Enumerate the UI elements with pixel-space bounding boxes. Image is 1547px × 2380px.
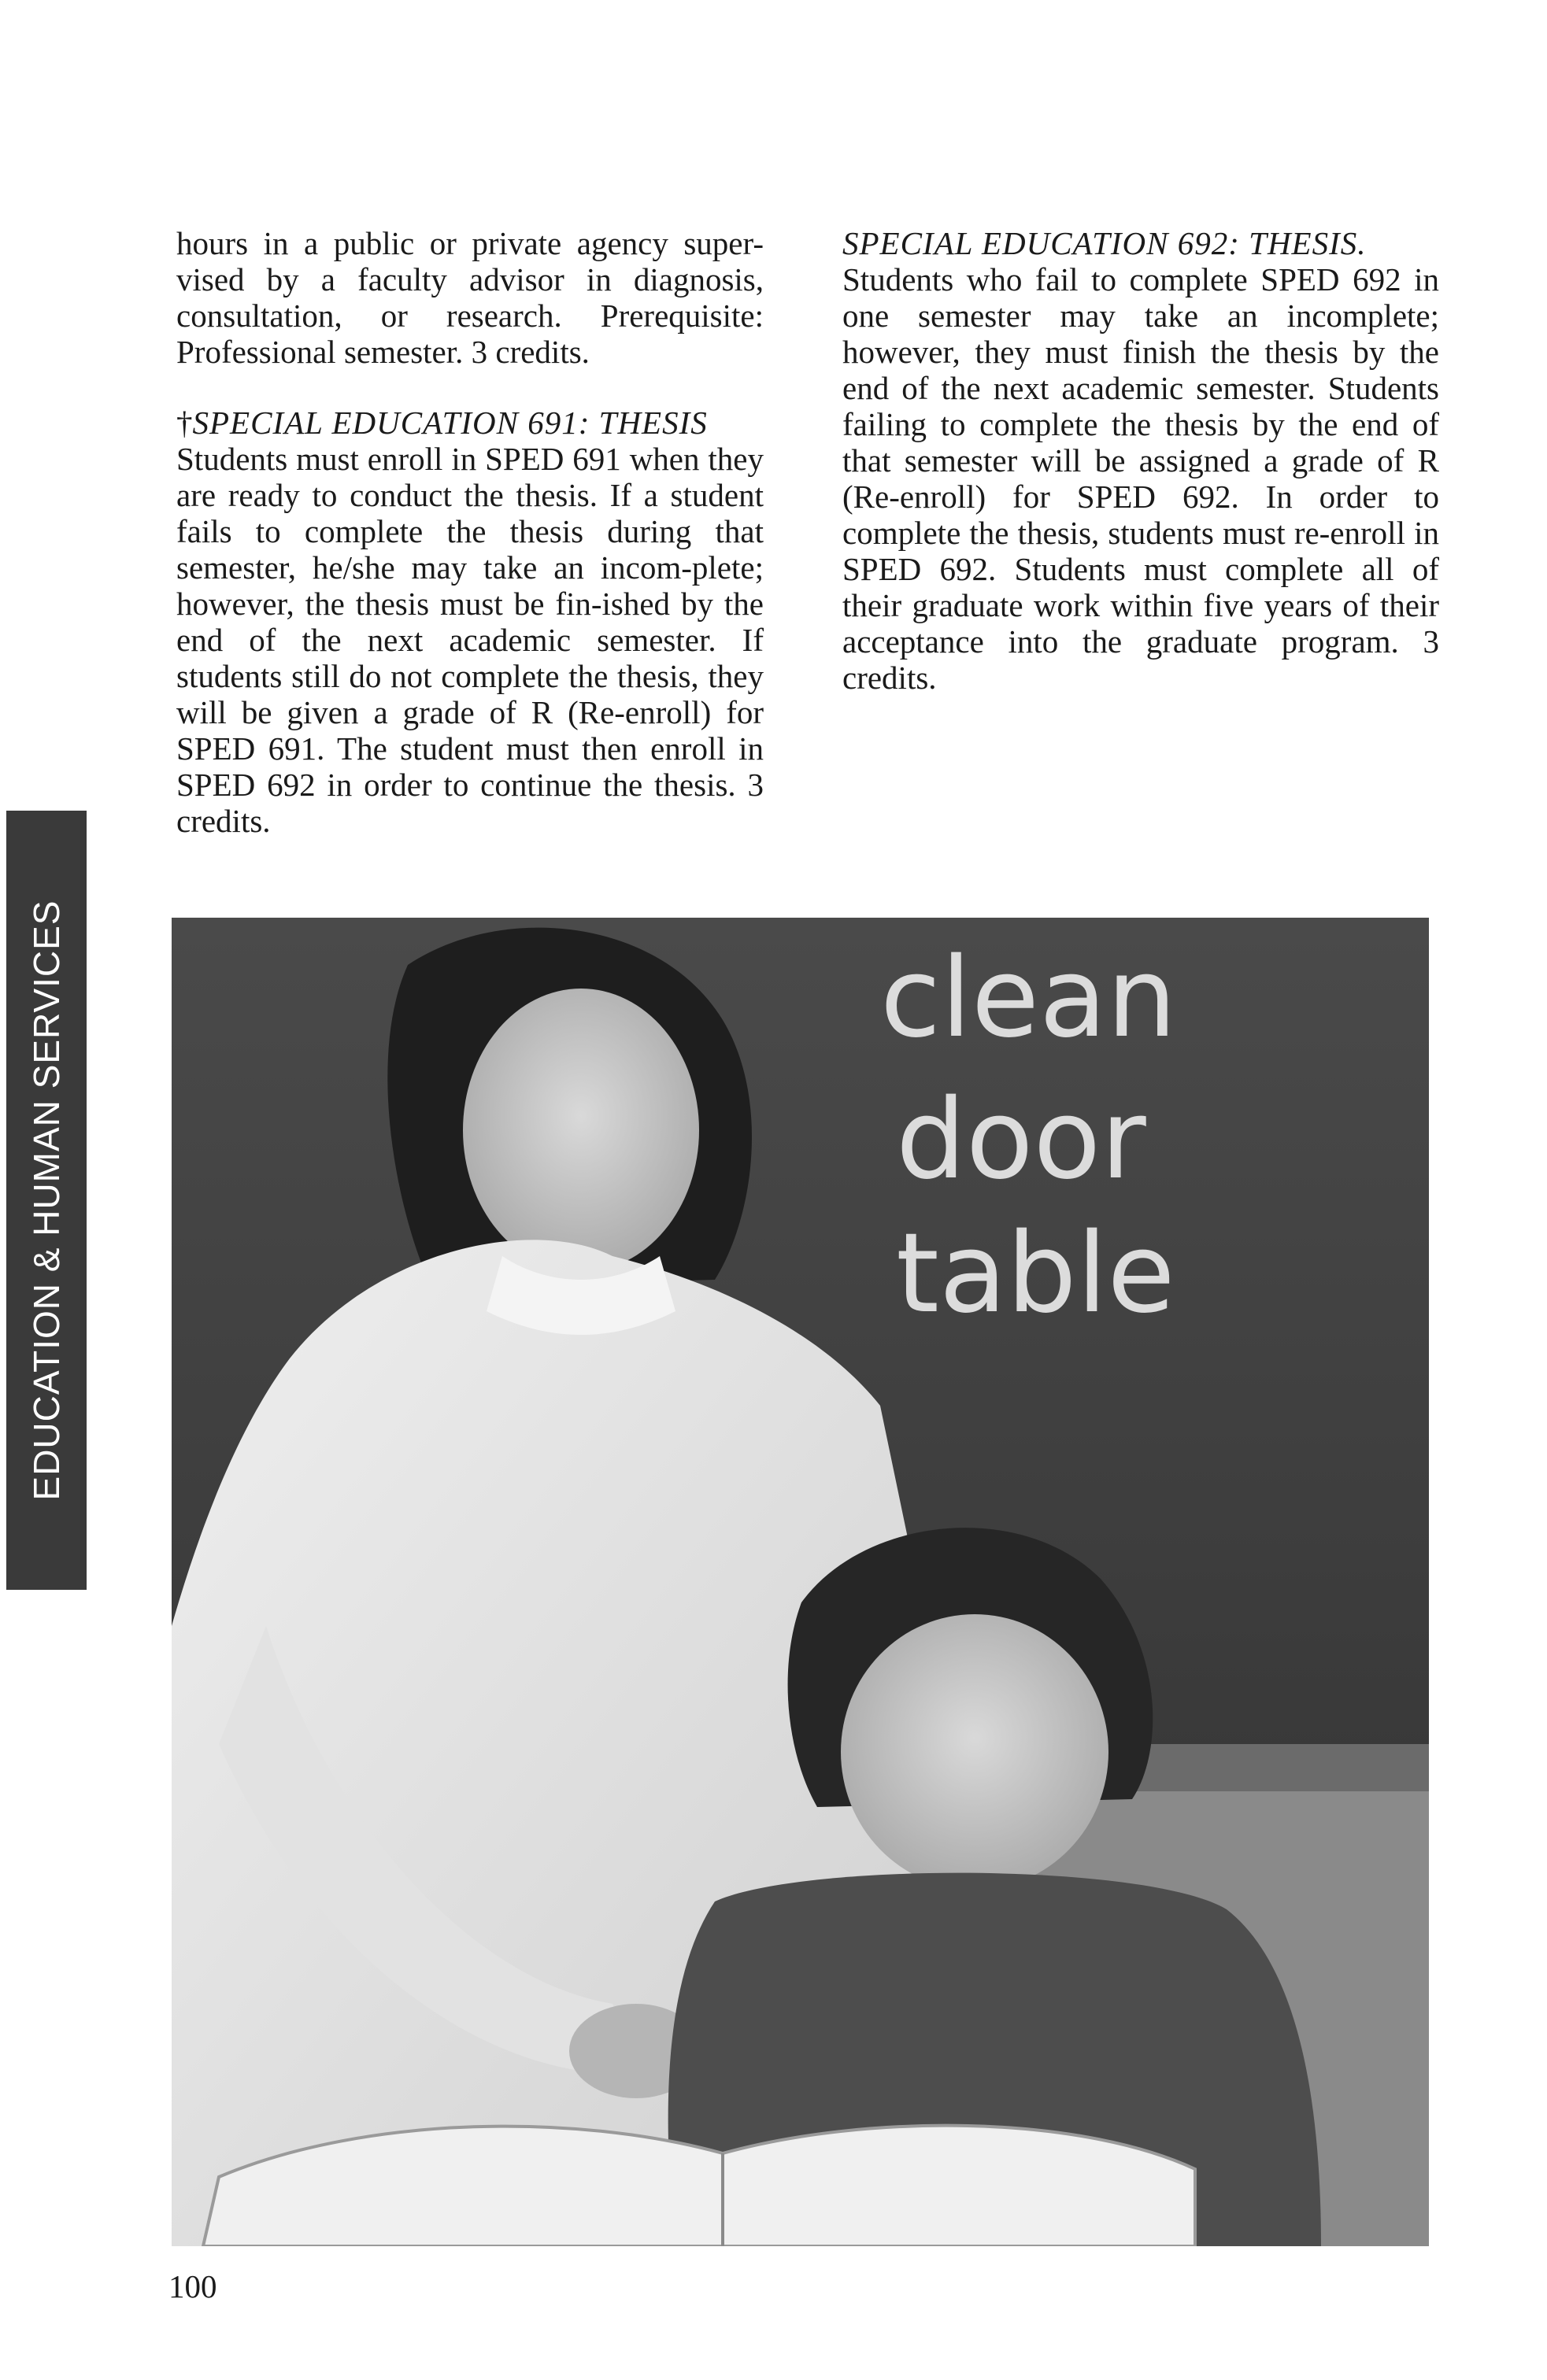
course-description: Students must enroll in SPED 691 when they are ready to conduct the thesis. If a student fails to complete the thesis during that semester, he/she may take an incom-plete; however, the thesis must be fin-ished by the end of the next academic semester. If students still do not complete the thesis, they will be given a grade of R (Re-enroll) for SPED 691. The student must then enroll in SPED 692 in order to continue the thesis. 3 credits. — [176, 441, 764, 839]
right-text-column — [842, 225, 1439, 730]
section-side-tab-label: EDUCATION & HUMAN SERVICES — [26, 900, 67, 1501]
course-title: SPECIAL EDUCATION 692: THESIS. — [842, 225, 1367, 261]
dagger-mark: † — [176, 405, 193, 441]
student-face — [841, 1614, 1108, 1890]
classroom-photo-illustration — [172, 918, 1429, 2246]
section-side-tab — [6, 811, 87, 1590]
course-entry-sped-691 — [176, 405, 764, 839]
teacher-face — [463, 989, 699, 1272]
continued-course-description: hours in a public or private agency super-vised by a faculty advisor in diagnosis, consultation, or research. Prerequisite: Professional semester. 3 credits. — [176, 225, 764, 370]
chalk-word: table — [896, 1210, 1175, 1338]
left-text-column — [176, 225, 764, 874]
course-heading — [176, 405, 764, 441]
course-entry-sped-692 — [842, 225, 1439, 696]
course-title: SPECIAL EDUCATION 691: THESIS — [192, 405, 708, 441]
classroom-photo — [172, 918, 1429, 2246]
chalkboard-writing — [880, 934, 1177, 1338]
chalk-word: door — [896, 1076, 1146, 1204]
page-number: 100 — [168, 2268, 217, 2304]
chalk-word: clean — [880, 934, 1177, 1062]
course-description: Students who fail to complete SPED 692 in one semester may take an incomplete; however, they must finish the thesis by the end of the next academic semester. Students failing to complete the thesis by the end of that semester will be assigned a grade of R (Re-enroll) for SPED 692. In order to complete the thesis, students must re-enroll in SPED 692. Students must complete all of their graduate work within five years of their acceptance into the graduate program. 3 credits. — [842, 261, 1439, 696]
